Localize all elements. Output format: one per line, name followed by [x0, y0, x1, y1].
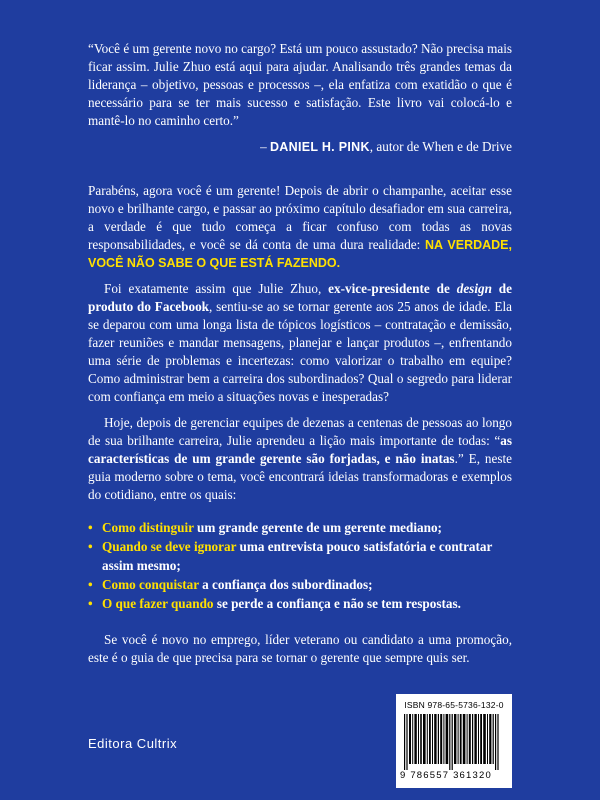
attribution-prefix: – — [260, 139, 270, 154]
bullet-highlight: Como distinguir — [102, 520, 194, 535]
bullet-dot: • — [88, 577, 93, 592]
lesson-paragraph — [88, 414, 512, 504]
lesson-start: Hoje, depois de gerenciar equipes de dezenas a centenas de pessoas ao longo de sua brilhante carreira, Julie aprendeu a lição mais importante de todas: “ — [88, 415, 512, 448]
bullet-text: se perde a confiança e não se tem respostas. — [213, 596, 461, 611]
author-role-bold: ex-vice-presidente de — [328, 281, 457, 296]
bullet-text: um grande gerente de um gerente mediano; — [193, 520, 442, 535]
bullet-highlight: Como conquistar — [102, 577, 199, 592]
bullet-highlight: O que fazer quando — [102, 596, 214, 611]
author-paragraph-rest: , sentiu-se ao se tornar gerente aos 25 anos de idade. Ela se deparou com uma longa lista de tópicos logísticos – contratação e demissão, fazer reuniões e mandar mensagens, planejar e lançar produtos –, enfrentando uma série de problemas e incertezas: como valorizar o trabalho em equipe? Como administrar bem a carreira dos subordinados? Qual o segredo para liderar com confiança em meio a situações novas e inesperadas? — [88, 299, 512, 404]
intro-text: Parabéns, agora você é um gerente! Depois de abrir o champanhe, aceitar esse novo e brilhante cargo, e passar ao próximo capítulo desafiador em sua carreira, a verdade é que tudo começa a ficar confuso com todas as novas responsabilidades, e você se dá conta de uma dura realidade: — [88, 183, 512, 252]
isbn-label: ISBN 978-65-5736-132-0 — [404, 700, 504, 710]
list-item — [88, 518, 512, 537]
list-item — [88, 575, 512, 594]
back-cover-text — [88, 40, 512, 675]
attribution-suffix: , autor de When e de Drive — [369, 139, 512, 154]
lesson-rest: .” E, neste guia moderno sobre o tema, você encontrará ideias transformadoras e exemplos do cotidiano, entre os quais: — [88, 451, 512, 502]
barcode-icon — [404, 714, 504, 770]
publisher-name: Editora Cultrix — [88, 736, 178, 751]
attribution-name: DANIEL H. PINK — [269, 140, 370, 154]
list-item — [88, 594, 512, 613]
bullet-text: a confiança dos subordinados; — [198, 577, 373, 592]
bullet-dot: • — [88, 539, 93, 554]
lesson-bold: as características de um grande gerente são forjadas, e não inatas — [88, 433, 512, 466]
endorsement-quote: “Você é um gerente novo no cargo? Está um pouco assustado? Não precisa mais ficar assim. Julie Zhuo está aqui para ajudar. Analisando três grandes temas da liderança – objetivo, pessoas e processos –, ela enfatiza com exatidão o que é necessário para se ter mais sucesso e satisfação. Este livro vai colocá-lo e mantê-lo no caminho certo.” — [88, 41, 512, 128]
bullet-text: uma entrevista pouco satisfatória e contratar assim mesmo; — [102, 539, 493, 573]
author-role-italic: design — [456, 281, 492, 296]
endorsement-attribution — [88, 138, 512, 156]
topics-list — [88, 518, 512, 613]
list-item — [88, 537, 512, 575]
barcode-box — [396, 694, 512, 788]
closing-paragraph: Se você é novo no emprego, líder veterano ou candidato a uma promoção, este é o guia de que precisa para se tornar o gerente que sempre quis ser. — [88, 632, 512, 665]
barcode-digits: 9 786557 361320 — [400, 770, 492, 781]
bullet-highlight: Quando se deve ignorar — [102, 539, 237, 554]
bullet-dot: • — [88, 520, 93, 535]
author-paragraph-start: Foi exatamente assim que Julie Zhuo, — [104, 281, 329, 296]
bullet-dot: • — [88, 596, 93, 611]
author-role-bold-end: de produto do Facebook — [88, 281, 512, 314]
intro-highlight: NA VERDADE, VOCÊ NÃO SABE O QUE ESTÁ FAZENDO. — [88, 238, 512, 270]
author-paragraph — [88, 280, 512, 406]
intro-paragraph — [88, 182, 512, 272]
